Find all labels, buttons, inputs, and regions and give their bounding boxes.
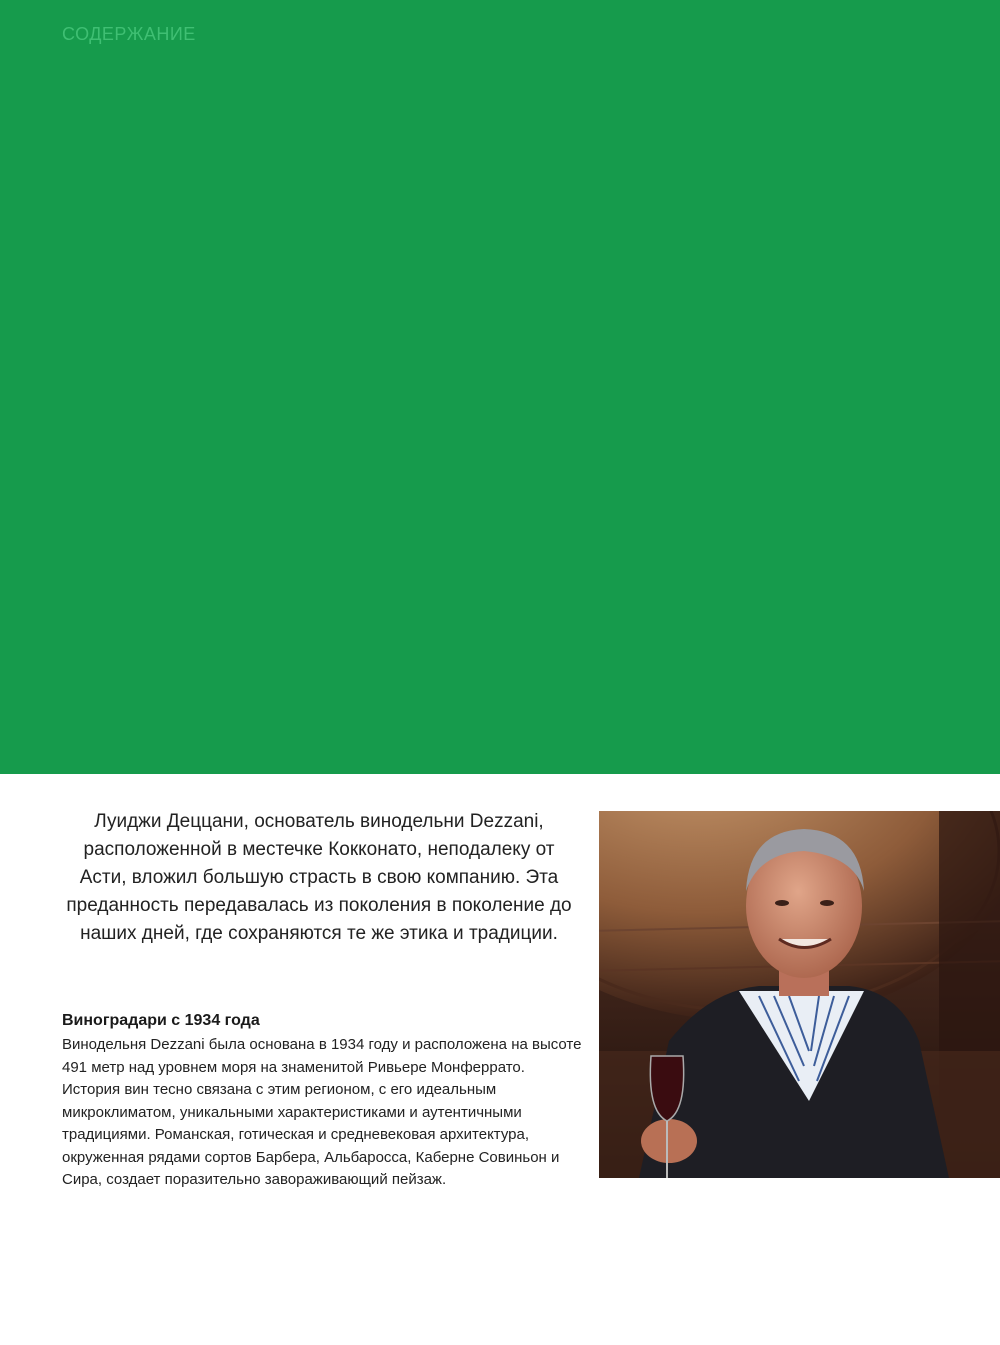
article-subheading: Виноградари с 1934 года: [62, 1012, 260, 1029]
portrait-illustration: [599, 811, 1000, 1178]
lead-paragraph: Луиджи Деццани, основатель винодельни Dezzani, расположенной в местечке Кокконато, неподалеку от Асти, вложил большую страсть в свою компанию. Эта преданность передавалась из поколения в поколение до наших дней, где сохраняются те же этика и традиции.: [66, 811, 572, 944]
section-label: СОДЕРЖАНИЕ: [62, 24, 196, 44]
hand: [641, 1119, 697, 1163]
founder-portrait-photo: [599, 811, 1000, 1178]
left-eye: [775, 900, 789, 906]
article-body: Винодельня Dezzani была основана в 1934 году и расположена на высоте 491 метр над уровнем моря на знаменитой Ривьере Монферрато. История вин тесно связана с этим регионом, с его идеальным микроклиматом, уникальными характеристиками и аутентичными традициями. Романская, готическая и средневековая архитектура, окруженная рядами сортов Барбера, Альбаросса, Каберне Совиньон и Сира, создает поразительно завораживающий пейзаж.: [62, 1036, 582, 1188]
right-eye: [820, 900, 834, 906]
